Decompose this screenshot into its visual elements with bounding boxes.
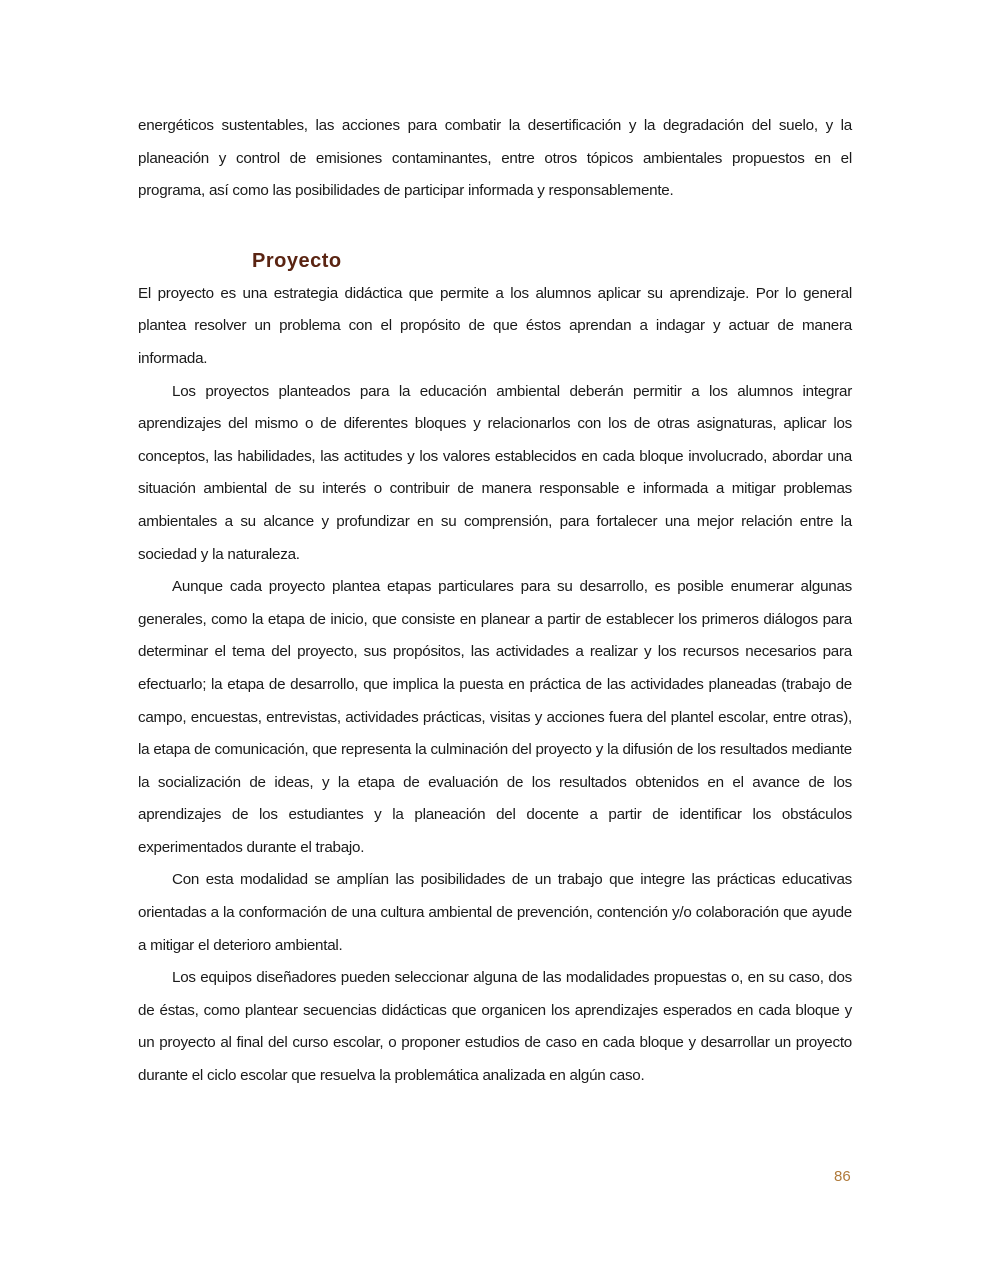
page-number: 86 bbox=[834, 1168, 851, 1185]
paragraph-2: Los proyectos planteados para la educación ambiental deberán permitir a los alumnos integrar aprendizajes del mismo o de diferentes bloques y relacionarlos con los de otras asignaturas, aplicar los conceptos, las habilidades, las actitudes y los valores establecidos en cada bloque involucrado, abordar una situación ambiental de su interés o contribuir de manera responsable e informada a mitigar problemas ambientales a su alcance y profundizar en su comprensión, para fortalecer una mejor relación entre la sociedad y la naturaleza. bbox=[138, 382, 852, 563]
document-page bbox=[138, 110, 852, 1093]
section-heading-proyecto: Proyecto bbox=[252, 249, 342, 272]
paragraph-1: El proyecto es una estrategia didáctica que permite a los alumnos aplicar su aprendizaje. Por lo general plantea resolver un problema con el propósito de que éstos aprendan a indagar y actuar de manera informada. bbox=[138, 284, 852, 367]
intro-paragraph: energéticos sustentables, las acciones para combatir la desertificación y la degradación del suelo, y la planeación y control de emisiones contaminantes, entre otros tópicos ambientales propuestos en el programa, así como las posibilidades de participar informada y responsablemente. bbox=[138, 117, 852, 200]
paragraph-5: Los equipos diseñadores pueden seleccionar alguna de las modalidades propuestas o, en su caso, dos de éstas, como plantear secuencias didácticas que organicen los aprendizajes esperados en cada bloque y un proyecto al final del curso escolar, o proponer estudios de caso en cada bloque y desarrollar un proyecto durante el ciclo escolar que resuelva la problemática analizada en algún caso. bbox=[138, 969, 852, 1085]
paragraph-3: Aunque cada proyecto plantea etapas particulares para su desarrollo, es posible enumerar algunas generales, como la etapa de inicio, que consiste en planear a partir de establecer los primeros diálogos para determinar el tema del proyecto, sus propósitos, las actividades a realizar y los recursos necesarios para efectuarlo; la etapa de desarrollo, que implica la puesta en práctica de las actividades planeadas (trabajo de campo, encuestas, entrevistas, actividades prácticas, visitas y acciones fuera del plantel escolar, entre otras), la etapa de comunicación, que representa la culminación del proyecto y la difusión de los resultados mediante la socialización de ideas, y la etapa de evaluación de los resultados obtenidos en el avance de los aprendizajes de los estudiantes y la planeación del docente a partir de identificar los obstáculos experimentados durante el trabajo. bbox=[138, 578, 852, 856]
paragraph-4: Con esta modalidad se amplían las posibilidades de un trabajo que integre las prácticas educativas orientadas a la conformación de una cultura ambiental de prevención, contención y/o colaboración que ayude a mitigar el deterioro ambiental. bbox=[138, 871, 852, 954]
